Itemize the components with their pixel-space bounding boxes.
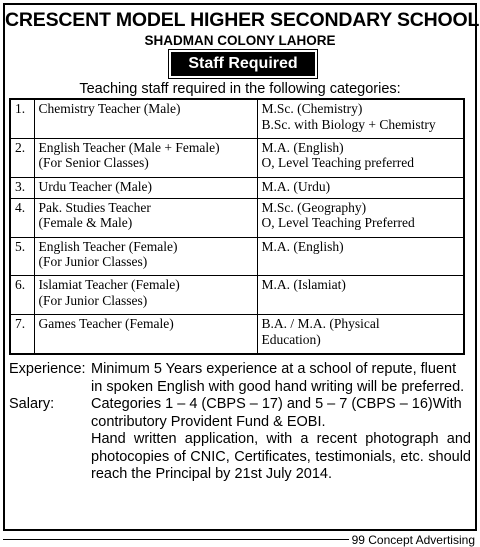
position-qualification [257,198,464,237]
position-qualification [257,237,464,276]
position-number: 5. [10,237,34,276]
agency-credit: 99 Concept Advertising [349,533,475,547]
position-title-line: Games Teacher (Female) [38,316,174,332]
qualification-line: O, Level Teaching Preferred [261,215,415,231]
position-title-line: (For Senior Classes) [38,155,149,171]
position-title [34,138,257,177]
table-row [10,177,464,198]
table-row [10,138,464,177]
position-number: 1. [10,99,34,138]
staff-required-badge: Staff Required [171,52,315,76]
application-text: Hand written application, with a recent photograph and photocopies of CNIC, Certificates, testimonials, etc. should reach the Principal by 21st July 2014. [91,431,471,482]
qualification-line: M.A. (Islamiat) [261,277,346,293]
position-number: 7. [10,315,34,354]
position-number: 6. [10,276,34,315]
position-title-line: (For Junior Classes) [38,254,148,270]
school-location: SHADMAN COLONY LAHORE [144,33,336,48]
school-name: CRESCENT MODEL HIGHER SECONDARY SCHOOL [5,9,480,31]
position-title-line: English Teacher (Male + Female) [38,139,220,155]
salary-row [9,396,471,484]
qualification-line: M.A. (English) [261,238,344,254]
position-number: 3. [10,177,34,198]
qualification-line: B.A. / M.A. (Physical [261,316,380,332]
position-title-line: Urdu Teacher (Male) [38,178,152,194]
position-qualification [257,177,464,198]
position-number: 2. [10,138,34,177]
table-row [10,237,464,276]
position-title [34,276,257,315]
qualification-line: B.Sc. with Biology + Chemistry [261,116,436,132]
positions-table [9,98,465,355]
intro-text: Teaching staff required in the following categories: [79,81,401,97]
position-title-line: (Female & Male) [38,215,133,231]
experience-label: Experience: [9,361,86,377]
position-title-line: Islamiat Teacher (Female) [38,277,180,293]
qualification-line: O, Level Teaching preferred [261,155,414,171]
table-row [10,99,464,138]
position-title-line: (For Junior Classes) [38,292,148,308]
table-row [10,276,464,315]
qualification-line: M.A. (Urdu) [261,178,331,194]
position-qualification [257,138,464,177]
position-qualification [257,276,464,315]
position-title [34,315,257,354]
salary-label: Salary: [9,396,55,412]
position-title [34,237,257,276]
details-section [9,361,471,484]
credit-divider [3,539,373,540]
qualification-line: M.Sc. (Geography) [261,199,367,215]
qualification-line: Education) [261,331,321,347]
salary-text: Categories 1 – 4 (CBPS – 17) and 5 – 7 (CBPS – 16)With contributory Provident Fund & EOBI. [91,396,462,430]
experience-row [9,361,471,396]
table-row [10,315,464,354]
position-title [34,198,257,237]
experience-text: Minimum 5 Years experience at a school of repute, fluent in spoken English with good hand writing will be preferred. [91,361,465,395]
position-number: 4. [10,198,34,237]
position-qualification [257,315,464,354]
position-title-line: English Teacher (Female) [38,238,178,254]
position-title-line: Chemistry Teacher (Male) [38,101,181,116]
qualification-line: M.A. (English) [261,139,344,155]
qualification-line: M.Sc. (Chemistry) [261,101,363,116]
position-qualification [257,99,464,138]
position-title [34,99,257,138]
position-title-line: Pak. Studies Teacher [38,199,151,215]
table-row [10,198,464,237]
position-title [34,177,257,198]
